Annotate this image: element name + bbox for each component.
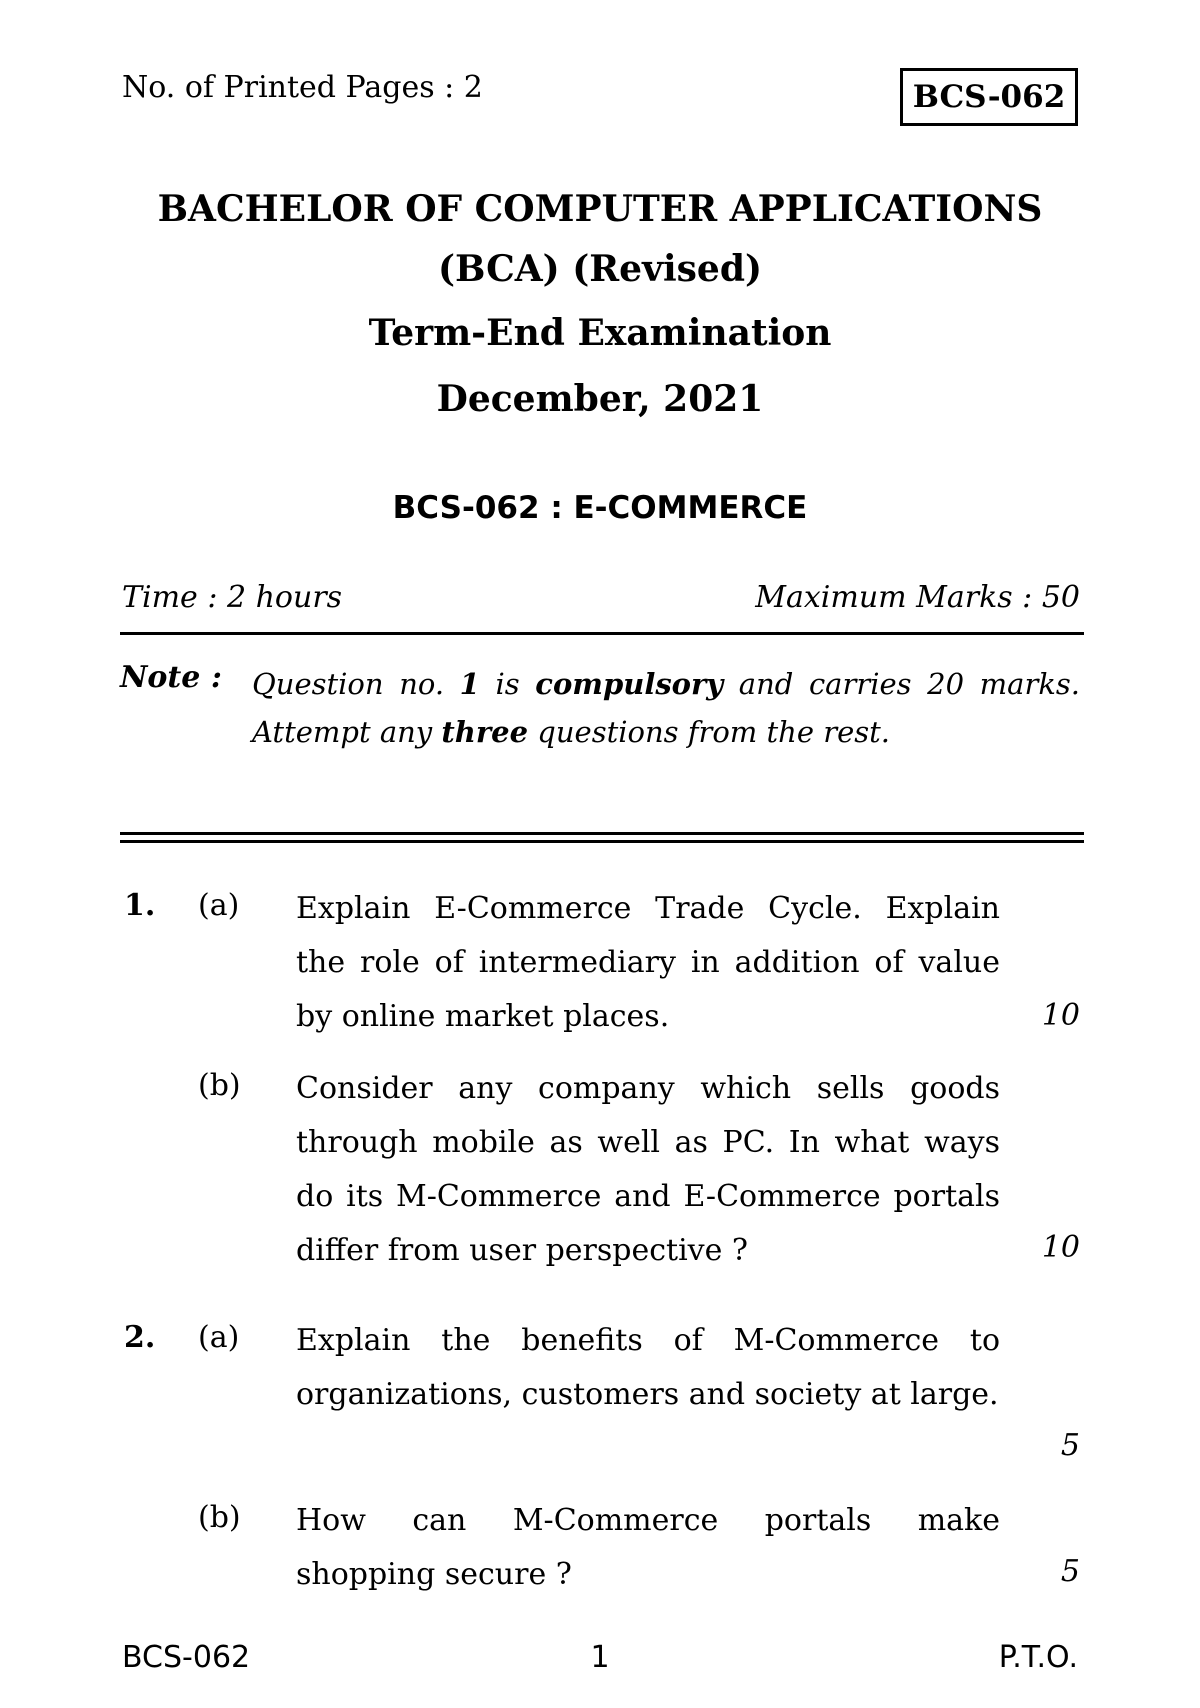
footer-course-code: BCS-062 [122, 1640, 251, 1675]
course-subject: BCS-062 : E-COMMERCE [392, 490, 808, 526]
note-text-4: questions from the rest. [528, 715, 891, 749]
program-title: BACHELOR OF COMPUTER APPLICATIONS [157, 188, 1043, 230]
note-bold-2: compulsory [535, 667, 724, 701]
program-subtitle: (BCA) (Revised) [437, 248, 763, 290]
note-text [252, 660, 1080, 756]
question-marks: 5 [1060, 1428, 1080, 1463]
question-number: 1. [124, 888, 156, 923]
note-text-3: and carries 20 marks. Attempt any [252, 667, 1081, 749]
divider-top [120, 632, 1084, 635]
course-code-box: BCS-062 [900, 68, 1078, 126]
part-label: (a) [198, 1320, 240, 1355]
question-text: Consider any company which sells goods through mobile as well as PC. In what ways do its M-Commerce and E-Commerce portals differ from user perspective ? [296, 1071, 1000, 1268]
note-text-2: is [479, 667, 536, 701]
page-number: 1 [590, 1640, 610, 1675]
question-marks: 10 [1041, 998, 1080, 1033]
part-label: (a) [198, 888, 240, 923]
note-bold-3: three [441, 715, 529, 749]
part-label: (b) [198, 1500, 241, 1535]
part-label: (b) [198, 1068, 241, 1103]
question-marks: 5 [1060, 1554, 1080, 1589]
note-bold-1: 1 [459, 667, 480, 701]
question-number: 2. [124, 1320, 156, 1355]
note-text-1: Question no. [252, 667, 460, 701]
question-marks: 10 [1041, 1230, 1080, 1265]
exam-time: Time : 2 hours [122, 580, 343, 615]
maximum-marks: Maximum Marks : 50 [755, 580, 1080, 615]
divider-double-lower [120, 840, 1084, 843]
divider-double-upper [120, 832, 1084, 835]
question-text: How can M-Commerce portals make shopping secure ? [296, 1503, 1000, 1592]
exam-date: December, 2021 [436, 378, 764, 420]
exam-title: Term-End Examination [368, 312, 832, 354]
question-text: Explain the benefits of M-Commerce to organizations, customers and society at large. [296, 1323, 1000, 1412]
note-label: Note : [120, 660, 222, 695]
question-text: Explain E-Commerce Trade Cycle. Explain the role of intermediary in addition of value by online market places. [296, 891, 1000, 1034]
printed-pages-count: No. of Printed Pages : 2 [122, 70, 483, 105]
please-turn-over: P.T.O. [998, 1640, 1078, 1675]
